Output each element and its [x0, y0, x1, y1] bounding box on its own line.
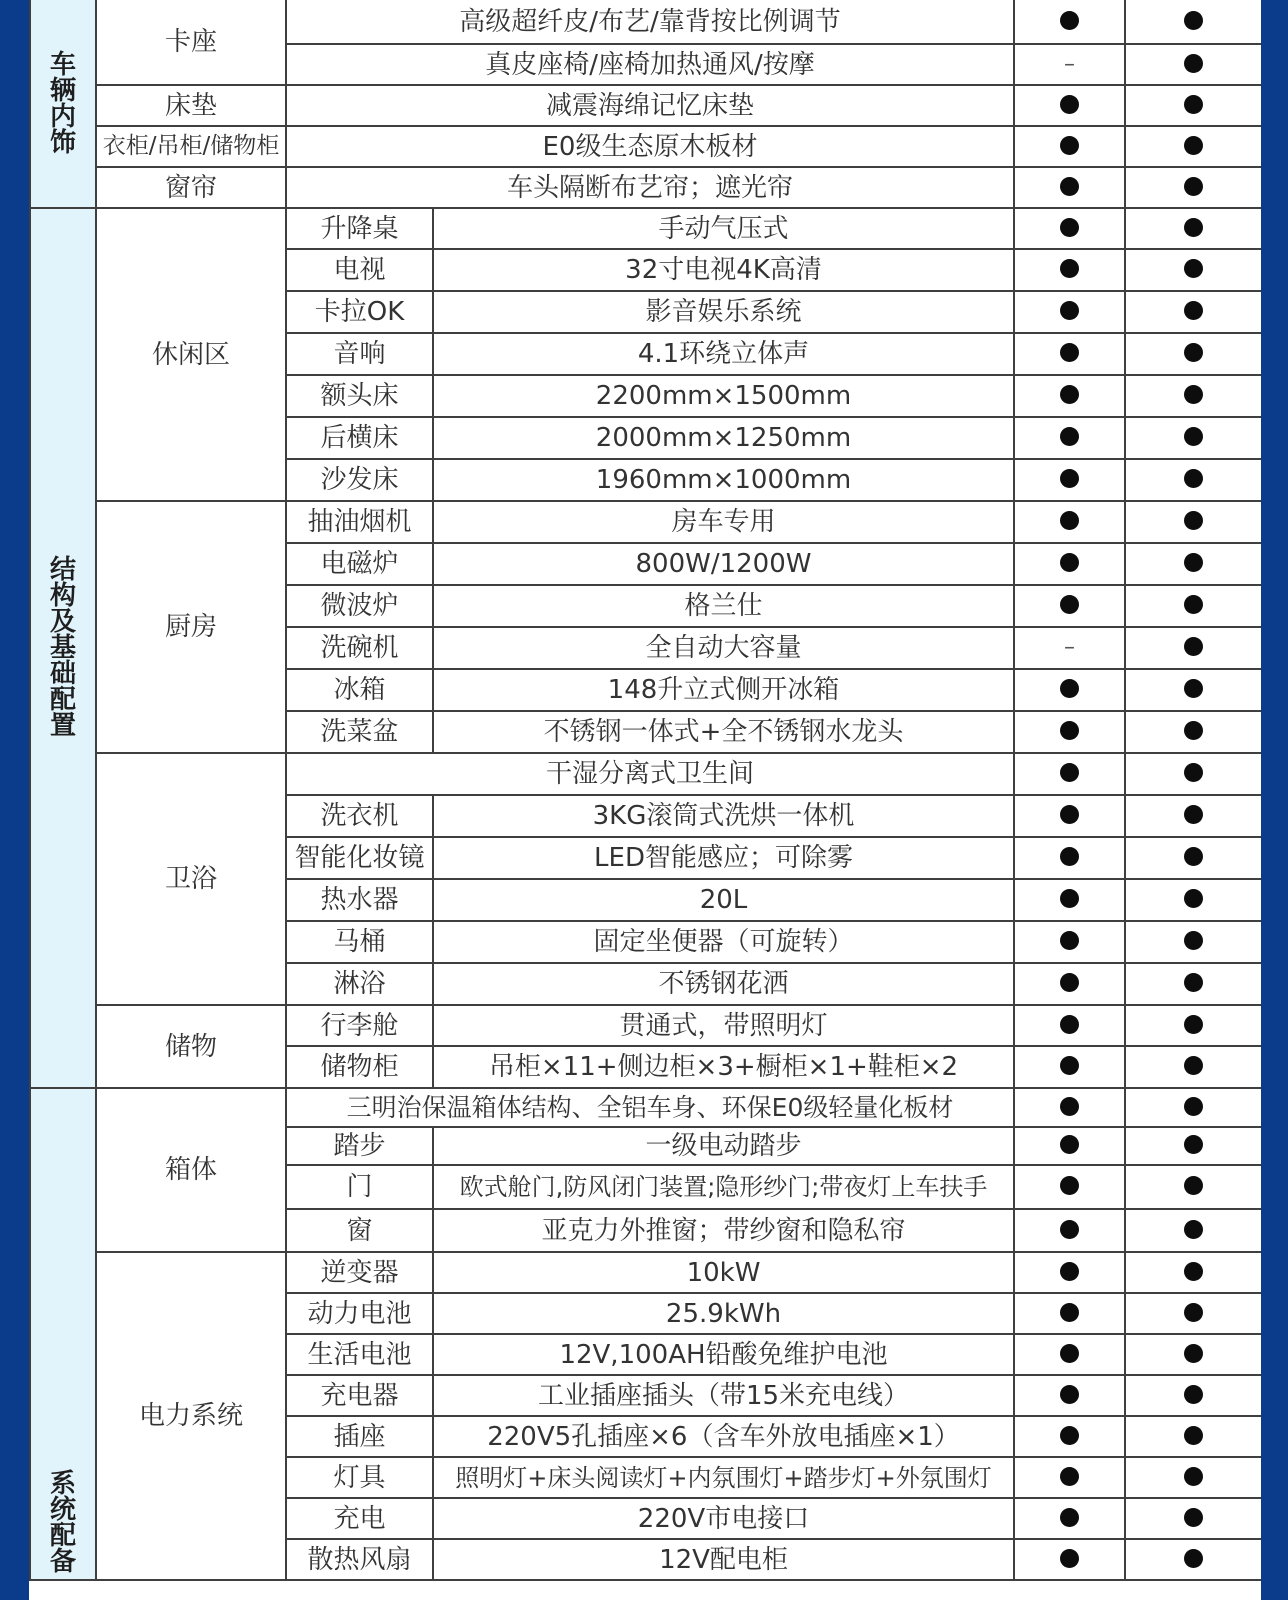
standard-dot-icon	[1184, 11, 1203, 30]
spec-value: 格兰仕	[433, 585, 1014, 627]
standard-dot-icon	[1184, 1220, 1203, 1239]
mark-2	[1125, 627, 1261, 669]
standard-dot-icon	[1184, 469, 1203, 488]
standard-dot-icon	[1184, 1056, 1203, 1075]
group-storage: 储物	[96, 1005, 286, 1088]
spec-value: 2200mm×1500mm	[433, 375, 1014, 417]
table-row	[30, 501, 1261, 543]
standard-dot-icon	[1184, 1344, 1203, 1363]
standard-dot-icon	[1060, 301, 1079, 320]
item-label: 电视	[286, 249, 433, 291]
mark-2	[1125, 921, 1261, 963]
standard-dot-icon	[1060, 1135, 1079, 1154]
mark-2	[1125, 1375, 1261, 1416]
standard-dot-icon	[1060, 1220, 1079, 1239]
mark-1	[1014, 126, 1125, 167]
spec-value: 全自动大容量	[433, 627, 1014, 669]
mark-1	[1014, 1293, 1125, 1334]
standard-dot-icon	[1184, 177, 1203, 196]
spec-value: 2000mm×1250mm	[433, 417, 1014, 459]
spec-value: 12V配电柜	[433, 1539, 1014, 1580]
standard-dot-icon	[1060, 553, 1079, 572]
mark-2	[1125, 1457, 1261, 1498]
spec-value: 12V,100AH铅酸免维护电池	[433, 1334, 1014, 1375]
standard-dot-icon	[1060, 1097, 1079, 1116]
mark-1	[1014, 417, 1125, 459]
mark-1	[1014, 879, 1125, 921]
section-label-char: 辆	[49, 75, 76, 106]
item-label: 踏步	[286, 1127, 433, 1165]
mark-2	[1125, 543, 1261, 585]
mark-2	[1125, 375, 1261, 417]
standard-dot-icon	[1184, 1549, 1203, 1568]
group-power: 电力系统	[96, 1252, 286, 1580]
mark-1: –	[1014, 44, 1125, 85]
mark-1	[1014, 1375, 1125, 1416]
spec-value: 800W/1200W	[433, 543, 1014, 585]
item-label: 门	[286, 1165, 433, 1209]
spec-value: 148升立式侧开冰箱	[433, 669, 1014, 711]
standard-dot-icon	[1184, 931, 1203, 950]
standard-dot-icon	[1184, 136, 1203, 155]
standard-dot-icon	[1060, 1303, 1079, 1322]
spec-value: 影音娱乐系统	[433, 291, 1014, 333]
mark-1	[1014, 459, 1125, 501]
mark-2	[1125, 669, 1261, 711]
item-label: 洗菜盆	[286, 711, 433, 753]
mark-1	[1014, 585, 1125, 627]
standard-dot-icon	[1184, 973, 1203, 992]
table-row	[30, 1088, 1261, 1127]
standard-dot-icon	[1060, 1344, 1079, 1363]
mark-1	[1014, 208, 1125, 249]
spec-value: 一级电动踏步	[433, 1127, 1014, 1165]
mark-2	[1125, 753, 1261, 795]
spec-value: 1960mm×1000mm	[433, 459, 1014, 501]
section-label-char: 饰	[49, 127, 76, 158]
standard-dot-icon	[1184, 218, 1203, 237]
item-label: 淋浴	[286, 963, 433, 1005]
mark-2	[1125, 417, 1261, 459]
group-bathroom: 卫浴	[96, 753, 286, 1005]
section-label-char: 及	[49, 607, 76, 637]
standard-dot-icon	[1060, 1262, 1079, 1281]
item-label: 冰箱	[286, 669, 433, 711]
mark-2	[1125, 167, 1261, 208]
item-label: 后横床	[286, 417, 433, 459]
mark-2	[1125, 1046, 1261, 1088]
mark-1	[1014, 167, 1125, 208]
spec-value: 吊柜×11+侧边柜×3+橱柜×1+鞋柜×2	[433, 1046, 1014, 1088]
standard-dot-icon	[1184, 1262, 1203, 1281]
standard-dot-icon	[1184, 511, 1203, 530]
standard-dot-icon	[1184, 721, 1203, 740]
mark-1	[1014, 1252, 1125, 1293]
spec-value: 32寸电视4K高清	[433, 249, 1014, 291]
item-label: 洗碗机	[286, 627, 433, 669]
mark-2	[1125, 1127, 1261, 1165]
standard-dot-icon	[1184, 1426, 1203, 1445]
standard-dot-icon	[1060, 1385, 1079, 1404]
section-label-char: 构	[49, 581, 76, 611]
spec-value: 欧式舱门,防风闭门装置;隐形纱门;带夜灯上车扶手	[433, 1165, 1014, 1209]
item-label: 沙发床	[286, 459, 433, 501]
item-label: 升降桌	[286, 208, 433, 249]
mark-1: –	[1014, 627, 1125, 669]
section-label	[30, 208, 96, 1088]
mark-1	[1014, 1209, 1125, 1252]
section-label	[30, 1088, 96, 1580]
mark-1	[1014, 1088, 1125, 1127]
section-label-char: 统	[49, 1495, 76, 1525]
standard-dot-icon	[1184, 595, 1203, 614]
section-label-char: 车	[49, 49, 76, 80]
standard-dot-icon	[1060, 1549, 1079, 1568]
standard-dot-icon	[1184, 1385, 1203, 1404]
item-label: 电磁炉	[286, 543, 433, 585]
section-label-char: 备	[49, 1547, 76, 1577]
mark-2	[1125, 126, 1261, 167]
table-row	[30, 85, 1261, 126]
section-label-char: 配	[49, 685, 76, 715]
item-label: 散热风扇	[286, 1539, 433, 1580]
group-curtain: 窗帘	[96, 167, 286, 208]
spec-value: 减震海绵记忆床垫	[286, 85, 1014, 126]
item-label: 微波炉	[286, 585, 433, 627]
mark-2	[1125, 0, 1261, 44]
mark-2	[1125, 1334, 1261, 1375]
standard-dot-icon	[1060, 343, 1079, 362]
mark-2	[1125, 1539, 1261, 1580]
mark-1	[1014, 921, 1125, 963]
standard-dot-icon	[1184, 1176, 1203, 1195]
mark-2	[1125, 501, 1261, 543]
spec-value: 贯通式，带照明灯	[433, 1005, 1014, 1046]
table-row	[30, 126, 1261, 167]
spec-table	[29, 0, 1261, 1581]
spec-value: 25.9kWh	[433, 1293, 1014, 1334]
standard-dot-icon	[1060, 1056, 1079, 1075]
standard-dot-icon	[1060, 511, 1079, 530]
standard-dot-icon	[1060, 1015, 1079, 1034]
spec-value: 房车专用	[433, 501, 1014, 543]
section-label-char: 结	[49, 555, 76, 585]
standard-dot-icon	[1060, 136, 1079, 155]
standard-dot-icon	[1184, 1467, 1203, 1486]
standard-dot-icon	[1060, 847, 1079, 866]
mark-1	[1014, 837, 1125, 879]
table-row	[30, 208, 1261, 249]
table-row	[30, 0, 1261, 44]
table-row	[30, 753, 1261, 795]
mark-2	[1125, 837, 1261, 879]
item-label: 储物柜	[286, 1046, 433, 1088]
item-label: 动力电池	[286, 1293, 433, 1334]
mark-2	[1125, 85, 1261, 126]
standard-dot-icon	[1184, 343, 1203, 362]
mark-1	[1014, 0, 1125, 44]
standard-dot-icon	[1060, 218, 1079, 237]
mark-1	[1014, 1046, 1125, 1088]
item-label: 抽油烟机	[286, 501, 433, 543]
standard-dot-icon	[1060, 177, 1079, 196]
standard-dot-icon	[1060, 973, 1079, 992]
item-label: 热水器	[286, 879, 433, 921]
section-label	[30, 0, 96, 208]
mark-1	[1014, 1005, 1125, 1046]
spec-value: 220V市电接口	[433, 1498, 1014, 1539]
item-label: 插座	[286, 1416, 433, 1457]
mark-2	[1125, 208, 1261, 249]
item-label: 额头床	[286, 375, 433, 417]
standard-dot-icon	[1184, 763, 1203, 782]
spec-value: 10kW	[433, 1252, 1014, 1293]
spec-value: 照明灯+床头阅读灯+内氛围灯+踏步灯+外氛围灯	[433, 1457, 1014, 1498]
mark-1	[1014, 249, 1125, 291]
group-body: 箱体	[96, 1088, 286, 1252]
item-label: 行李舱	[286, 1005, 433, 1046]
spec-value: 工业插座插头（带15米充电线）	[433, 1375, 1014, 1416]
standard-dot-icon	[1184, 847, 1203, 866]
mark-2	[1125, 1293, 1261, 1334]
standard-dot-icon	[1184, 1508, 1203, 1527]
standard-dot-icon	[1060, 259, 1079, 278]
table-row	[30, 167, 1261, 208]
section-label-char: 础	[49, 659, 76, 689]
mark-2	[1125, 795, 1261, 837]
standard-dot-icon	[1060, 805, 1079, 824]
item-label: 卡拉OK	[286, 291, 433, 333]
item-label: 智能化妆镜	[286, 837, 433, 879]
standard-dot-icon	[1184, 385, 1203, 404]
spec-value: 不锈钢花洒	[433, 963, 1014, 1005]
item-label: 窗	[286, 1209, 433, 1252]
section-label-char: 系	[49, 1469, 76, 1499]
standard-dot-icon	[1184, 1097, 1203, 1116]
standard-dot-icon	[1060, 1467, 1079, 1486]
mark-1	[1014, 753, 1125, 795]
group-kitchen: 厨房	[96, 501, 286, 753]
section-label-char: 配	[49, 1521, 76, 1551]
standard-dot-icon	[1060, 469, 1079, 488]
standard-dot-icon	[1184, 427, 1203, 446]
spec-value: 车头隔断布艺帘；遮光帘	[286, 167, 1014, 208]
mark-2	[1125, 44, 1261, 85]
mark-1	[1014, 1165, 1125, 1209]
mark-2	[1125, 1498, 1261, 1539]
spec-value: LED智能感应；可除雾	[433, 837, 1014, 879]
mark-1	[1014, 1457, 1125, 1498]
standard-dot-icon	[1184, 1015, 1203, 1034]
mark-2	[1125, 249, 1261, 291]
standard-dot-icon	[1060, 1508, 1079, 1527]
mark-1	[1014, 501, 1125, 543]
standard-dot-icon	[1184, 301, 1203, 320]
mark-2	[1125, 1252, 1261, 1293]
spec-sheet	[29, 0, 1261, 1600]
standard-dot-icon	[1060, 427, 1079, 446]
item-label: 充电	[286, 1498, 433, 1539]
table-row	[30, 1252, 1261, 1293]
spec-value: 三明治保温箱体结构、全铝车身、环保E0级轻量化板材	[286, 1088, 1014, 1127]
spec-value: 不锈钢一体式+全不锈钢水龙头	[433, 711, 1014, 753]
group-mattress: 床垫	[96, 85, 286, 126]
mark-2	[1125, 879, 1261, 921]
section-label-char: 置	[49, 711, 76, 741]
mark-1	[1014, 1498, 1125, 1539]
spec-value: 3KG滚筒式洗烘一体机	[433, 795, 1014, 837]
mark-1	[1014, 963, 1125, 1005]
standard-dot-icon	[1060, 385, 1079, 404]
mark-2	[1125, 1416, 1261, 1457]
standard-dot-icon	[1060, 1176, 1079, 1195]
group-seat: 卡座	[96, 0, 286, 85]
mark-1	[1014, 1539, 1125, 1580]
spec-value: 手动气压式	[433, 208, 1014, 249]
spec-value: 220V5孔插座×6（含车外放电插座×1）	[433, 1416, 1014, 1457]
mark-1	[1014, 291, 1125, 333]
spec-value: 4.1环绕立体声	[433, 333, 1014, 375]
spec-value: 干湿分离式卫生间	[286, 753, 1014, 795]
item-label: 马桶	[286, 921, 433, 963]
mark-2	[1125, 963, 1261, 1005]
item-label: 逆变器	[286, 1252, 433, 1293]
standard-dot-icon	[1060, 931, 1079, 950]
mark-1	[1014, 711, 1125, 753]
standard-dot-icon	[1184, 259, 1203, 278]
standard-dot-icon	[1184, 805, 1203, 824]
standard-dot-icon	[1184, 637, 1203, 656]
mark-1	[1014, 1416, 1125, 1457]
spec-value: 高级超纤皮/布艺/靠背按比例调节	[286, 0, 1014, 44]
spec-value: E0级生态原木板材	[286, 126, 1014, 167]
mark-2	[1125, 1165, 1261, 1209]
standard-dot-icon	[1060, 95, 1079, 114]
standard-dot-icon	[1060, 721, 1079, 740]
standard-dot-icon	[1060, 679, 1079, 698]
mark-2	[1125, 291, 1261, 333]
standard-dot-icon	[1184, 553, 1203, 572]
standard-dot-icon	[1060, 889, 1079, 908]
standard-dot-icon	[1060, 11, 1079, 30]
standard-dot-icon	[1060, 763, 1079, 782]
mark-1	[1014, 543, 1125, 585]
spec-value: 固定坐便器（可旋转）	[433, 921, 1014, 963]
group-leisure: 休闲区	[96, 208, 286, 501]
standard-dot-icon	[1184, 1135, 1203, 1154]
mark-2	[1125, 1005, 1261, 1046]
item-label: 充电器	[286, 1375, 433, 1416]
table-row	[30, 1005, 1261, 1046]
mark-1	[1014, 375, 1125, 417]
standard-dot-icon	[1060, 1426, 1079, 1445]
mark-1	[1014, 669, 1125, 711]
group-cabinet: 衣柜/吊柜/储物柜	[96, 126, 286, 167]
item-label: 灯具	[286, 1457, 433, 1498]
mark-1	[1014, 333, 1125, 375]
section-label-char: 内	[49, 101, 76, 132]
mark-2	[1125, 585, 1261, 627]
mark-2	[1125, 459, 1261, 501]
spec-value: 真皮座椅/座椅加热通风/按摩	[286, 44, 1014, 85]
item-label: 音响	[286, 333, 433, 375]
standard-dot-icon	[1184, 889, 1203, 908]
spec-value: 亚克力外推窗；带纱窗和隐私帘	[433, 1209, 1014, 1252]
mark-2	[1125, 1209, 1261, 1252]
standard-dot-icon	[1184, 95, 1203, 114]
standard-dot-icon	[1184, 54, 1203, 73]
mark-2	[1125, 711, 1261, 753]
mark-2	[1125, 1088, 1261, 1127]
mark-2	[1125, 333, 1261, 375]
mark-1	[1014, 1334, 1125, 1375]
standard-dot-icon	[1060, 595, 1079, 614]
item-label: 洗衣机	[286, 795, 433, 837]
spec-value: 20L	[433, 879, 1014, 921]
standard-dot-icon	[1184, 679, 1203, 698]
item-label: 生活电池	[286, 1334, 433, 1375]
standard-dot-icon	[1184, 1303, 1203, 1322]
section-label-char: 基	[49, 633, 76, 663]
mark-1	[1014, 85, 1125, 126]
mark-1	[1014, 1127, 1125, 1165]
mark-1	[1014, 795, 1125, 837]
